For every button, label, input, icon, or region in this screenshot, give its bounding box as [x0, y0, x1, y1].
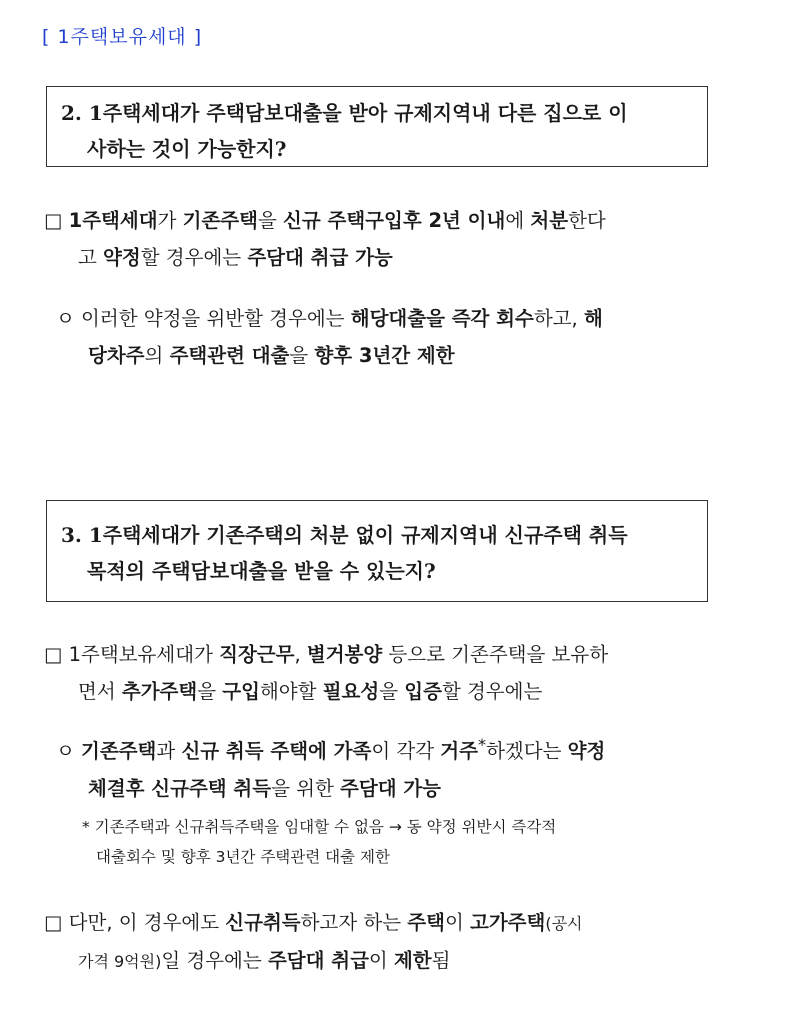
detail-text: 의 [144, 344, 170, 367]
answer-text: 을 [197, 680, 223, 703]
detail-text: 하겠다는 [486, 739, 568, 763]
detail-text: 당차주 [88, 344, 145, 367]
extra-text: 가격 9억원) [78, 952, 162, 971]
answer-text: 할 경우에는 [140, 246, 248, 269]
detail-text: 거주 [440, 739, 478, 763]
answer-text: 신규 주택구입후 2년 이내 [283, 209, 506, 232]
extra-text: 하고자 하는 [300, 911, 408, 934]
detail-text: 해 [583, 307, 603, 330]
detail-text: 신규 취득 주택에 가족 [181, 739, 372, 763]
answer-text: 추가주택 [121, 680, 198, 703]
extra-text: 일 경우에는 [161, 949, 268, 972]
answer-text: 을 [379, 680, 405, 703]
question-3-line1: 3. 1주택세대가 기존주택의 처분 없이 규제지역내 신규주택 취득 [61, 523, 628, 547]
extra-text: 이 [368, 949, 394, 972]
q3-detail [56, 726, 710, 807]
answer-text: 주담대 취급 가능 [247, 246, 393, 269]
answer-text: 약정 [103, 246, 141, 269]
detail-text: 이러한 약정을 위반할 경우에는 [81, 307, 351, 330]
question-2-box [46, 86, 708, 167]
extra-text: (공시 [545, 914, 583, 933]
question-2-line1: 2. 1주택세대가 주택담보대출을 받아 규제지역내 다른 집으로 이 [61, 101, 628, 125]
answer-text: 기존주택 [182, 209, 258, 232]
q3-answer [44, 636, 710, 710]
detail-text: 기존주택 [81, 739, 157, 763]
extra-text: 이 [444, 911, 470, 934]
q3-extra [44, 904, 710, 980]
answer-text: 고 [78, 246, 104, 269]
detail-text: 약정 [567, 739, 606, 763]
answer-text: 1주택보유세대가 [68, 643, 220, 666]
detail-text: 주택관련 대출 [169, 344, 290, 367]
answer-text: 별거봉양 [306, 643, 383, 666]
answer-text: 1주택세대 [68, 209, 158, 232]
detail-text: 체결후 신규주택 취득 [88, 776, 272, 800]
footnote-line1: * 기존주택과 신규취득주택을 임대할 수 없음 → 동 약정 위반시 즉각적 [82, 818, 557, 836]
answer-text: 필요성 [322, 680, 380, 703]
extra-text: 제한 [393, 949, 432, 972]
answer-text: 구입 [222, 680, 260, 703]
circle-bullet: ㅇ [56, 307, 75, 330]
answer-text: 처분 [530, 209, 569, 232]
circle-bullet: ㅇ [56, 739, 75, 763]
footnote-line2: 대출회수 및 향후 3년간 주택관련 대출 제한 [96, 848, 390, 866]
extra-text: 다만, 이 경우에도 [68, 911, 226, 934]
extra-text: 신규취득 [225, 911, 301, 934]
answer-text: 등으로 기존주택을 보유하 [382, 643, 609, 666]
square-bullet: □ [44, 209, 63, 232]
answer-text: 해야할 [259, 680, 323, 703]
square-bullet: □ [44, 643, 63, 666]
question-3-line2: 목적의 주택담보대출을 받을 수 있는지? [87, 559, 436, 583]
footnote [82, 812, 712, 872]
detail-text: 이 각각 [371, 739, 441, 763]
question-2-line2: 사하는 것이 가능한지? [87, 137, 287, 161]
q2-answer [44, 202, 710, 276]
footnote-mark: * [477, 735, 487, 754]
answer-text: 면서 [78, 680, 122, 703]
detail-text: 하고, [533, 307, 584, 330]
answer-text: 한다 [568, 209, 606, 232]
answer-text: 에 [505, 209, 531, 232]
answer-text: 할 경우에는 [441, 680, 543, 703]
extra-text: 고가주택 [469, 911, 546, 934]
detail-text: 을 [289, 344, 315, 367]
square-bullet: □ [44, 911, 63, 934]
extra-text: 주담대 취급 [267, 949, 369, 972]
answer-text: 직장근무 [219, 643, 295, 666]
answer-text: 가 [157, 209, 183, 232]
extra-text: 주택 [407, 911, 445, 934]
answer-text: 입증 [404, 680, 442, 703]
extra-text: 됨 [431, 949, 451, 972]
question-3-box [46, 500, 708, 602]
q2-detail [56, 300, 710, 374]
detail-text: 향후 3년간 제한 [314, 344, 455, 367]
detail-text: 해당대출을 즉각 회수 [350, 307, 534, 330]
detail-text: 을 위한 [271, 776, 341, 800]
detail-text: 주담대 가능 [340, 776, 442, 800]
answer-text: 을 [257, 209, 284, 232]
detail-text: 과 [156, 739, 182, 763]
answer-text: , [294, 643, 307, 666]
section-title: [ 1주택보유세대 ] [42, 26, 203, 48]
